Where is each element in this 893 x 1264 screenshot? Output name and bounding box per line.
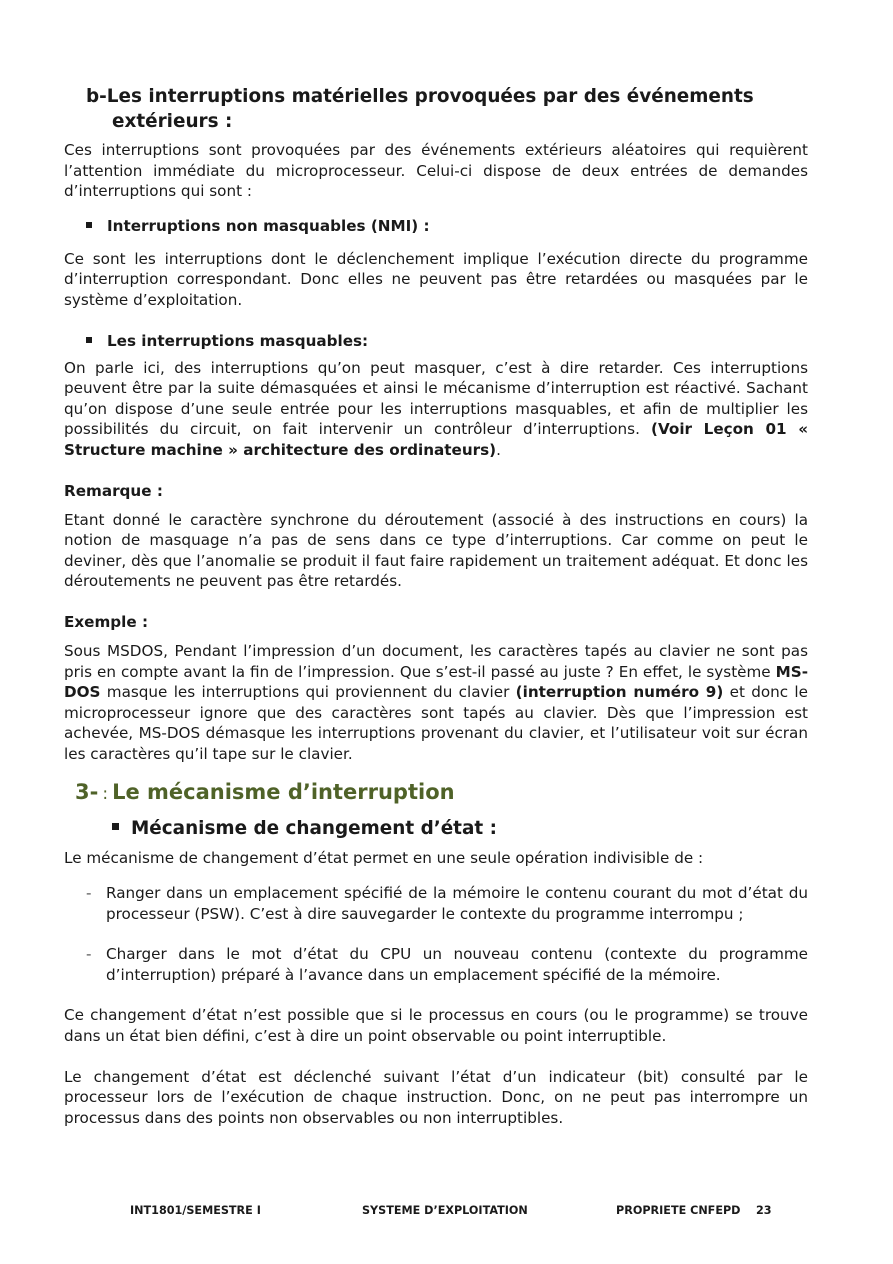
list-item [86,883,808,924]
intro-paragraph: Ces interruptions sont provoquées par des événements extérieurs aléatoires qui requièrent l’attention immédiate du microprocesseur. Celui-ci dispose de deux entrées de demandes d’interruptions qui sont : [64,141,808,201]
page-content [64,84,808,1128]
bullet-changement-title: Mécanisme de changement d’état : [131,818,497,840]
square-bullet-icon [86,337,92,343]
exemple-label: Exemple : [64,612,149,631]
nmi-paragraph: Ce sont les interruptions dont le déclenchement implique l’exécution directe du programme d’interruption correspondant. Donc elles ne peuvent pas être retardées ou masquées par le système d’exploitation. [64,249,808,309]
masquables-reference: (Voir Leçon 01 « Structure machine » architecture des ordinateurs) [64,420,809,459]
exemple-paragraph [64,641,808,765]
section-number: 3- [75,780,99,805]
bullet-nmi [86,216,808,237]
remarque-label: Remarque : [64,481,163,500]
dash-marker: - [86,884,92,903]
exemple-bold-msdos: MS-DOS [64,662,808,702]
list-item-text: Charger dans le mot d’état du CPU un nouveau contenu (contexte du programme d’interruption) préparé à l’avance dans un emplacement spécifié de la mémoire. [106,945,808,984]
exemple-bold-interrupt: (interruption numéro 9) [515,683,724,702]
masquables-end: . [496,440,501,459]
square-bullet-icon [86,222,92,228]
footer-course: INT1801/SEMESTRE I [130,1204,261,1217]
footer-subject: SYSTEME D’EXPLOITATION [362,1204,528,1217]
bullet-changement [112,816,808,842]
remarque-paragraph: Etant donné le caractère synchrone du déroutement (associé à des instructions en cours) la notion de masquage n’a pas de sens dans ce type d’interruptions. Car comme on peut le deviner, dès que l’anomalie se produit il faut faire rapidement un traitement adéquat. Et donc les déroutements ne peuvent pas être retardés. [64,510,808,591]
heading-line-1: b-Les interruptions matérielles provoquées par des événements [86,86,754,107]
changement-paragraph-1: Ce changement d’état n’est possible que si le processus en cours (ou le programme) se trouve dans un état bien défini, c’est à dire un point observable ou point interruptible. [64,1006,808,1046]
exemple-text-2: masque les interruptions qui proviennent du clavier [100,683,516,702]
footer-owner: PROPRIETE CNFEPD [616,1204,741,1217]
list-item-text: Ranger dans un emplacement spécifié de la mémoire le contenu courant du mot d’état du processeur (PSW). C’est à dire sauvegarder le contexte du programme interrompu ; [106,884,808,923]
bullet-nmi-title: Interruptions non masquables (NMI) : [107,216,430,235]
square-bullet-icon [112,823,119,830]
bullet-masquables [86,331,808,352]
bullet-masquables-title: Les interruptions masquables: [107,331,369,350]
masquables-paragraph [64,358,808,461]
heading-line-2: extérieurs : [112,111,233,132]
changement-intro: Le mécanisme de changement d’état permet en une seule opération indivisible de : [64,849,704,868]
list-item [86,944,808,985]
exemple-text-3: et donc le microprocesseur ignore que des caractères sont tapés au clavier. Dès que l’impression est achevée, MS-DOS démasque les interruptions provenant du clavier, et l’utilisateur voit sur écran les caractères qu’il tape sur le clavier. [64,683,808,763]
masquables-text: On parle ici, des interruptions qu’on peut masquer, c’est à dire retarder. Ces interruptions peuvent être par la suite démasquées et ainsi le mécanisme d’interruption est réactivé. Sachant qu’on dispose d’une seule entrée pour les interruptions masquables, et afin de multiplier les possibilités du circuit, on fait intervenir un contrôleur d’interruptions. [64,358,808,439]
heading-hardware-interrupts [86,84,808,134]
exemple-text-1: Sous MSDOS, Pendant l’impression d’un document, les caractères tapés au clavier ne sont pas pris en compte avant la fin de l’impression. Que s’est-il passé au juste ? En effet, le système [64,641,808,681]
changement-paragraph-2: Le changement d’état est déclenché suivant l’état d’un indicateur (bit) consulté par le processeur lors de l’exécution de chaque instruction. Donc, on ne peut pas interrompre un processus dans des points non observables ou non interruptibles. [64,1067,808,1127]
footer-page-number: 23 [756,1204,772,1217]
section-colon: : [102,784,109,805]
dash-marker: - [86,945,92,964]
section-title: Le mécanisme d’interruption [112,780,455,805]
section-3-heading [75,778,808,808]
